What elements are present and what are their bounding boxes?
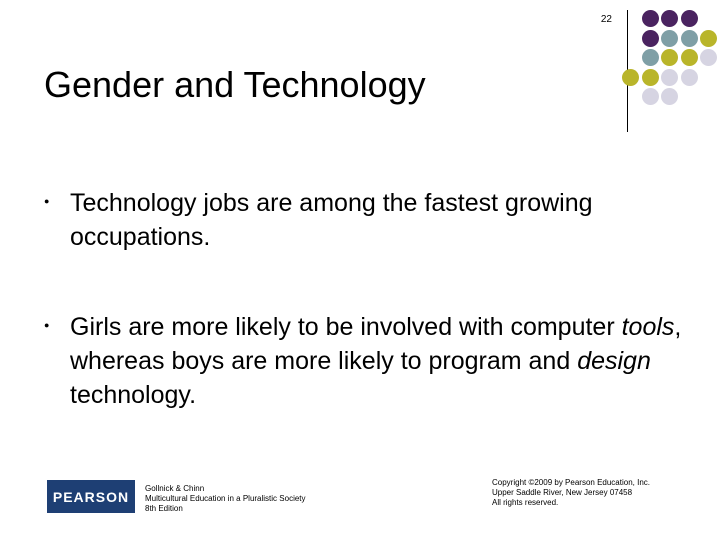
decorative-dot	[622, 69, 639, 86]
decorative-dot	[681, 69, 698, 86]
text-run: Girls are more likely to be involved with computer	[70, 313, 622, 341]
text-run: Technology jobs are among the fastest growing occupations.	[70, 189, 593, 251]
decorative-dot	[661, 69, 678, 86]
decorative-dot	[642, 10, 659, 27]
copyright-line: Copyright ©2009 by Pearson Education, Inc.	[492, 478, 650, 487]
decorative-dot	[681, 49, 698, 66]
bullet-text-2	[70, 310, 700, 412]
decorative-dot	[642, 88, 659, 105]
book-citation	[145, 484, 306, 514]
text-run: , whereas boys are more likely to program and	[70, 313, 682, 375]
pearson-logo: PEARSON	[47, 480, 135, 513]
italic-text-run: tools	[621, 313, 675, 341]
slide-title: Gender and Technology	[44, 64, 426, 105]
bullet-marker: ●	[44, 320, 50, 330]
decorative-dot	[661, 10, 678, 27]
bullet-marker: ●	[44, 196, 50, 206]
decorative-dot	[661, 49, 678, 66]
citation-line: Gollnick & Chinn	[145, 484, 205, 493]
copyright-notice	[492, 478, 650, 508]
decorative-dot	[681, 30, 698, 47]
citation-line: 8th Edition	[145, 504, 183, 513]
italic-text-run: design	[577, 347, 651, 375]
bullet-text-1	[70, 186, 700, 254]
page-number: 22	[600, 14, 612, 25]
text-run: technology.	[70, 381, 197, 409]
decorative-dot	[661, 30, 678, 47]
copyright-line: Upper Saddle River, New Jersey 07458	[492, 488, 633, 497]
decorative-dot	[681, 10, 698, 27]
decorative-dot	[700, 30, 717, 47]
decorative-dot	[642, 49, 659, 66]
decorative-dot	[661, 88, 678, 105]
decorative-dot	[642, 69, 659, 86]
citation-line: Multicultural Education in a Pluralistic Society	[145, 494, 306, 503]
decorative-dot	[700, 49, 717, 66]
decorative-dot	[642, 30, 659, 47]
copyright-line: All rights reserved.	[492, 498, 559, 507]
